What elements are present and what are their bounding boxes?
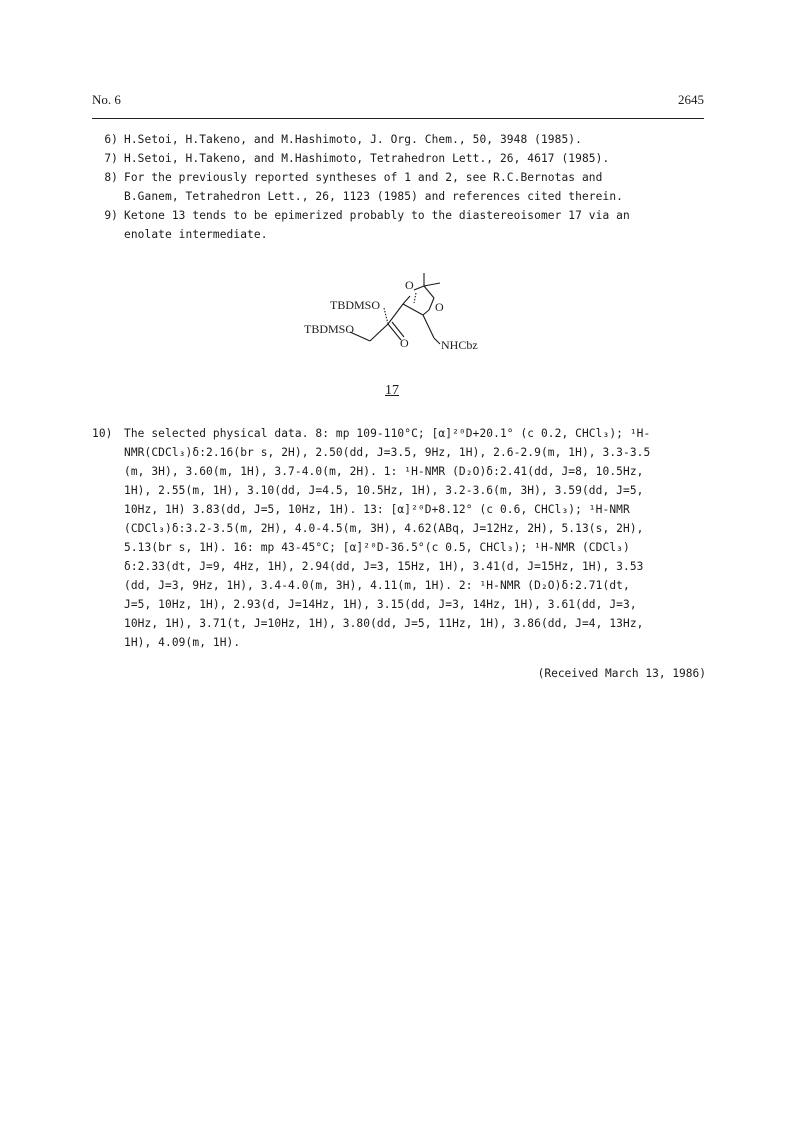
data-line: NMR(CDCl₃)δ:2.16(br s, 2H), 2.50(dd, J=3.5, 9Hz, 1H), 2.6-2.9(m, 1H), 3.3-3.5 bbox=[124, 446, 651, 459]
data-line: (dd, J=3, 9Hz, 1H), 3.4-4.0(m, 3H), 4.11(m, 1H). 2: ¹H-NMR (D₂O)δ:2.71(dt, bbox=[124, 579, 630, 592]
reference-line: enolate intermediate. bbox=[124, 228, 268, 241]
data-line: 1H), 2.55(m, 1H), 3.10(dd, J=4.5, 10.5Hz, 1H), 3.2-3.6(m, 3H), 3.59(dd, J=5, bbox=[124, 484, 644, 497]
reference-number: 8) bbox=[104, 171, 118, 184]
nhcbz-label: NHCbz bbox=[441, 338, 478, 352]
received-date: (Received March 13, 1986) bbox=[537, 667, 706, 680]
note-number: 10) bbox=[92, 427, 113, 440]
reference-line: For the previously reported syntheses of 1 and 2, see R.C.Bernotas and bbox=[124, 171, 603, 184]
ketone-oxygen: O bbox=[400, 336, 409, 350]
reference-number: 7) bbox=[104, 152, 118, 165]
tbdmso-label-upper: TBDMSO bbox=[330, 298, 381, 312]
data-line: 1H), 4.09(m, 1H). bbox=[124, 636, 241, 649]
page-header bbox=[92, 88, 704, 119]
journal-issue: No. 6 bbox=[92, 92, 121, 107]
data-line: (m, 3H), 3.60(m, 1H), 3.7-4.0(m, 2H). 1: ¹H-NMR (D₂O)δ:2.41(dd, J=8, 10.5Hz, bbox=[124, 465, 644, 478]
ring-oxygen-top: O bbox=[405, 278, 414, 292]
note-10-physical-data bbox=[92, 424, 704, 652]
reference-number: 6) bbox=[104, 133, 118, 146]
data-line: The selected physical data. 8: mp 109-110°C; [α]²⁰D+20.1° (c 0.2, CHCl₃); ¹H- bbox=[124, 427, 651, 440]
tbdmso-label-lower: TBDMSO bbox=[304, 322, 355, 336]
reference-text bbox=[124, 168, 698, 206]
data-line: 10Hz, 1H), 3.71(t, J=10Hz, 1H), 3.80(dd, J=5, 11Hz, 1H), 3.86(dd, J=4, 13Hz, bbox=[124, 617, 644, 630]
reference-list bbox=[98, 130, 698, 244]
data-line: (CDCl₃)δ:3.2-3.5(m, 2H), 4.0-4.5(m, 3H), 4.62(ABq, J=12Hz, 2H), 5.13(s, 2H), bbox=[124, 522, 644, 535]
data-line: δ:2.33(dt, J=9, 4Hz, 1H), 2.94(dd, J=3, 15Hz, 1H), 3.41(d, J=15Hz, 1H), 3.53 bbox=[124, 560, 644, 573]
reference-text: H.Setoi, H.Takeno, and M.Hashimoto, J. Org. Chem., 50, 3948 (1985). bbox=[124, 133, 582, 146]
reference-6 bbox=[98, 130, 698, 149]
note-10-first-line bbox=[92, 424, 704, 443]
reference-number: 9) bbox=[104, 209, 118, 222]
data-line: 5.13(br s, 1H). 16: mp 43-45°C; [α]²⁰D-36.5°(c 0.5, CHCl₃); ¹H-NMR (CDCl₃) bbox=[124, 541, 630, 554]
reference-line: B.Ganem, Tetrahedron Lett., 26, 1123 (1985) and references cited therein. bbox=[124, 190, 623, 203]
reference-8 bbox=[98, 168, 698, 206]
reference-9 bbox=[98, 206, 698, 244]
chemical-structure-17 bbox=[290, 270, 510, 365]
reference-7 bbox=[98, 149, 698, 168]
compound-number: 17 bbox=[385, 383, 399, 398]
reference-text: H.Setoi, H.Takeno, and M.Hashimoto, Tetrahedron Lett., 26, 4617 (1985). bbox=[124, 152, 610, 165]
reference-text bbox=[124, 206, 698, 244]
page-number: 2645 bbox=[678, 92, 704, 107]
reference-line: Ketone 13 tends to be epimerized probably to the diastereoisomer 17 via an bbox=[124, 209, 630, 222]
data-line: J=5, 10Hz, 1H), 2.93(d, J=14Hz, 1H), 3.15(dd, J=3, 14Hz, 1H), 3.61(dd, J=3, bbox=[124, 598, 637, 611]
ring-oxygen: O bbox=[435, 300, 444, 314]
data-line: 10Hz, 1H) 3.83(dd, J=5, 10Hz, 1H). 13: [α]²⁰D+8.12° (c 0.6, CHCl₃); ¹H-NMR bbox=[124, 503, 630, 516]
